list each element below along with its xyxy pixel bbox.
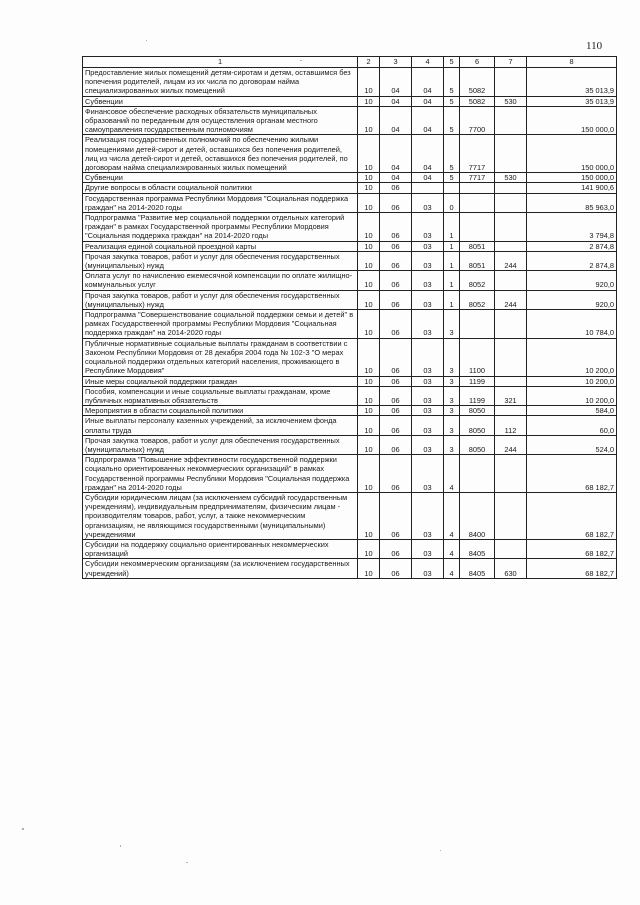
table-body [83,68,617,579]
row-name-cell: Предоставление жилых помещений детям-сиротам и детям, оставшимся без попечения родителей, лицам из их числа по договорам найма специализированных жилых помещений [83,68,358,97]
row-code-cell-c2: 10 [358,559,380,578]
row-code-cell-c5: 0 [444,193,460,212]
scan-speck [22,828,24,830]
row-code-cell-c2: 10 [358,416,380,435]
row-code-cell-c2: 10 [358,492,380,539]
table-row [83,310,617,339]
row-code-cell-c6: 5082 [460,68,495,97]
row-code-cell-c7 [495,68,527,97]
row-amount-cell: 68 182,7 [527,492,617,539]
row-amount-cell: 2 874,8 [527,241,617,251]
row-code-cell-c6: 7700 [460,106,495,135]
row-amount-cell: 85 963,0 [527,193,617,212]
row-code-cell-c4: 03 [412,338,444,376]
row-code-cell-c6: 5082 [460,96,495,106]
column-header: 8 [527,57,617,68]
row-name-cell: Подпрограмма "Повышение эффективности государственной поддержки социально ориентированных некоммерческих организаций" в рамках Государственной программы Республики Мордовия "Социальная поддержка граждан" на 2014-2020 годы [83,455,358,493]
row-code-cell-c5: 3 [444,416,460,435]
table-row [83,559,617,578]
table-row [83,338,617,376]
row-code-cell-c2: 10 [358,406,380,416]
row-code-cell-c7 [495,106,527,135]
table-row [83,455,617,493]
row-code-cell-c2: 10 [358,539,380,558]
row-code-cell-c6: 8405 [460,559,495,578]
row-code-cell-c6: 7717 [460,173,495,183]
row-code-cell-c5: 1 [444,241,460,251]
row-code-cell-c3: 06 [380,376,412,386]
row-code-cell-c7 [495,135,527,173]
row-code-cell-c6: 1199 [460,386,495,405]
row-code-cell-c4 [412,183,444,193]
row-code-cell-c5: 1 [444,213,460,242]
row-code-cell-c5 [444,183,460,193]
row-name-cell: Субсидии некоммерческим организациям (за исключением государственных учреждений) [83,559,358,578]
row-code-cell-c5: 3 [444,310,460,339]
row-code-cell-c2: 10 [358,173,380,183]
row-code-cell-c4: 03 [412,406,444,416]
row-name-cell: Пособия, компенсации и иные социальные выплаты гражданам, кроме публичных нормативных обязательств [83,386,358,405]
row-name-cell: Реализация государственных полномочий по обеспечению жилыми помещениями детей-сирот и детей, оставшихся без попечения родителей, лиц из числа детей-сирот и детей, оставшихся без попечения родителей, по договорам найма специализированных жилых помещений [83,135,358,173]
scan-speck [186,862,188,863]
row-code-cell-c3: 06 [380,416,412,435]
row-amount-cell: 68 182,7 [527,455,617,493]
row-code-cell-c4: 04 [412,68,444,97]
row-code-cell-c2: 10 [358,386,380,405]
column-header: 2 [358,57,380,68]
row-code-cell-c3: 06 [380,213,412,242]
row-code-cell-c7: 244 [495,435,527,454]
row-code-cell-c5: 3 [444,435,460,454]
row-code-cell-c3: 04 [380,106,412,135]
row-amount-cell: 10 200,0 [527,386,617,405]
row-code-cell-c4: 03 [412,559,444,578]
row-code-cell-c3: 04 [380,96,412,106]
row-code-cell-c5: 1 [444,251,460,270]
row-name-cell: Подпрограмма "Совершенствование социальной поддержки семьи и детей" в рамках Государственной программы Республики Мордовия "Социальная поддержка граждан" на 2014-2020 годы [83,310,358,339]
row-code-cell-c6: 8405 [460,539,495,558]
row-code-cell-c2: 10 [358,193,380,212]
row-code-cell-c2: 10 [358,96,380,106]
row-code-cell-c4: 03 [412,386,444,405]
row-amount-cell: 35 013,9 [527,68,617,97]
row-code-cell-c2: 10 [358,106,380,135]
table-row [83,193,617,212]
row-code-cell-c6: 8050 [460,435,495,454]
row-code-cell-c3: 06 [380,338,412,376]
row-name-cell: Мероприятия в области социальной политики [83,406,358,416]
row-code-cell-c7 [495,310,527,339]
row-code-cell-c3: 06 [380,406,412,416]
row-name-cell: Субсидии на поддержку социально ориентированных некоммерческих организаций [83,539,358,558]
row-code-cell-c6: 1100 [460,338,495,376]
row-code-cell-c7 [495,241,527,251]
row-amount-cell: 920,0 [527,271,617,290]
table-row [83,290,617,309]
table-row [83,416,617,435]
row-code-cell-c2: 10 [358,338,380,376]
row-name-cell: Иные меры социальной поддержки граждан [83,376,358,386]
row-code-cell-c5: 3 [444,406,460,416]
row-code-cell-c4: 03 [412,310,444,339]
row-amount-cell: 524,0 [527,435,617,454]
row-code-cell-c2: 10 [358,310,380,339]
row-amount-cell: 150 000,0 [527,106,617,135]
row-code-cell-c4: 03 [412,290,444,309]
row-code-cell-c4: 03 [412,539,444,558]
row-amount-cell: 10 200,0 [527,376,617,386]
row-code-cell-c4: 03 [412,455,444,493]
row-code-cell-c5: 4 [444,455,460,493]
row-code-cell-c5: 4 [444,492,460,539]
row-code-cell-c3: 06 [380,290,412,309]
row-code-cell-c2: 10 [358,183,380,193]
row-code-cell-c7 [495,213,527,242]
row-name-cell: Субвенции [83,173,358,183]
table-row [83,213,617,242]
row-code-cell-c3: 06 [380,241,412,251]
row-name-cell: Прочая закупка товаров, работ и услуг для обеспечения государственных (муниципальных) нужд [83,251,358,270]
row-code-cell-c5: 5 [444,68,460,97]
row-code-cell-c7: 530 [495,173,527,183]
row-name-cell: Прочая закупка товаров, работ и услуг для обеспечения государственных (муниципальных) нужд [83,290,358,309]
row-name-cell: Иные выплаты персоналу казенных учреждений, за исключением фонда оплаты труда [83,416,358,435]
row-code-cell-c3: 04 [380,68,412,97]
table-row [83,492,617,539]
row-name-cell: Финансовое обеспечение расходных обязательств муниципальных образований по переданным для осуществления органам местного самоуправления государственным полномочиям [83,106,358,135]
row-code-cell-c5: 1 [444,271,460,290]
row-code-cell-c2: 10 [358,435,380,454]
column-header: 3 [380,57,412,68]
row-amount-cell: 584,0 [527,406,617,416]
row-code-cell-c4: 04 [412,135,444,173]
row-code-cell-c7 [495,193,527,212]
row-code-cell-c3: 06 [380,310,412,339]
row-amount-cell: 10 200,0 [527,338,617,376]
table-header-row [83,57,617,68]
scan-speck [146,40,147,41]
row-amount-cell: 150 000,0 [527,173,617,183]
column-header: 7 [495,57,527,68]
row-code-cell-c3: 06 [380,559,412,578]
row-code-cell-c3: 04 [380,173,412,183]
row-code-cell-c3: 06 [380,193,412,212]
table-row [83,183,617,193]
row-code-cell-c7 [495,338,527,376]
table-row [83,376,617,386]
column-header: 5 [444,57,460,68]
row-code-cell-c3: 06 [380,183,412,193]
row-code-cell-c3: 06 [380,539,412,558]
table-row [83,251,617,270]
page-number: 110 [586,40,603,52]
table-row [83,406,617,416]
scan-speck [300,60,302,61]
row-code-cell-c4: 03 [412,416,444,435]
row-code-cell-c2: 10 [358,271,380,290]
table-row [83,135,617,173]
row-code-cell-c6 [460,310,495,339]
row-code-cell-c7: 630 [495,559,527,578]
row-amount-cell: 2 874,8 [527,251,617,270]
table-row [83,386,617,405]
row-name-cell: Субсидии юридическим лицам (за исключением субсидий государственным учреждениям), индивидуальным предпринимателям, физическим лицам - производителям товаров, работ, услуг, а также некоммерческим организациям, не являющимся государственными (муниципальными) учреждениями [83,492,358,539]
row-code-cell-c4: 03 [412,376,444,386]
row-code-cell-c5: 1 [444,290,460,309]
table-row [83,173,617,183]
row-amount-cell: 35 013,9 [527,96,617,106]
row-code-cell-c2: 10 [358,376,380,386]
row-code-cell-c3: 06 [380,435,412,454]
row-code-cell-c2: 10 [358,68,380,97]
row-code-cell-c6: 8400 [460,492,495,539]
row-code-cell-c6: 8052 [460,271,495,290]
row-code-cell-c4: 03 [412,213,444,242]
row-amount-cell: 60,0 [527,416,617,435]
row-code-cell-c5: 5 [444,96,460,106]
row-code-cell-c6: 8050 [460,416,495,435]
row-code-cell-c6 [460,455,495,493]
row-code-cell-c7 [495,492,527,539]
row-code-cell-c4: 03 [412,251,444,270]
row-code-cell-c2: 10 [358,251,380,270]
table-row [83,96,617,106]
row-code-cell-c4: 03 [412,241,444,251]
row-code-cell-c4: 04 [412,106,444,135]
row-name-cell: Другие вопросы в области социальной политики [83,183,358,193]
row-name-cell: Прочая закупка товаров, работ и услуг для обеспечения государственных (муниципальных) нужд [83,435,358,454]
row-code-cell-c7 [495,271,527,290]
row-code-cell-c3: 04 [380,135,412,173]
row-code-cell-c5: 3 [444,386,460,405]
row-code-cell-c5: 4 [444,539,460,558]
row-code-cell-c2: 10 [358,135,380,173]
row-code-cell-c6: 8051 [460,241,495,251]
row-code-cell-c3: 06 [380,386,412,405]
row-amount-cell: 3 794,8 [527,213,617,242]
column-header: 1 [83,57,358,68]
row-code-cell-c6: 8052 [460,290,495,309]
row-amount-cell: 68 182,7 [527,559,617,578]
row-code-cell-c3: 06 [380,455,412,493]
row-code-cell-c4: 04 [412,173,444,183]
row-code-cell-c3: 06 [380,492,412,539]
table-row [83,539,617,558]
row-code-cell-c5: 3 [444,338,460,376]
row-name-cell: Подпрограмма "Развитие мер социальной поддержки отдельных категорий граждан" в рамках Государственной программы Республики Мордовия "Социальная поддержка граждан" на 2014-2020 годы [83,213,358,242]
row-code-cell-c7 [495,406,527,416]
row-code-cell-c4: 03 [412,492,444,539]
row-code-cell-c5: 5 [444,106,460,135]
table-row [83,241,617,251]
row-code-cell-c6 [460,183,495,193]
scan-speck [120,845,121,847]
row-code-cell-c6: 8051 [460,251,495,270]
row-code-cell-c3: 06 [380,271,412,290]
row-code-cell-c2: 10 [358,455,380,493]
row-name-cell: Оплата услуг по начислению ежемесячной компенсации по оплате жилищно-коммунальных услуг [83,271,358,290]
table-row [83,68,617,97]
table-row [83,271,617,290]
row-code-cell-c4: 03 [412,271,444,290]
row-code-cell-c7: 530 [495,96,527,106]
row-code-cell-c2: 10 [358,241,380,251]
row-code-cell-c5: 4 [444,559,460,578]
row-code-cell-c2: 10 [358,213,380,242]
row-name-cell: Реализация единой социальной проездной карты [83,241,358,251]
column-header: 6 [460,57,495,68]
row-name-cell: Публичные нормативные социальные выплаты гражданам в соответствии с Законом Республики Мордовия от 28 декабря 2004 года № 102-З "О мерах социальной поддержки отдельных категорий населения, проживающего в Республике Мордовия" [83,338,358,376]
row-name-cell: Государственная программа Республики Мордовия "Социальная поддержка граждан" на 2014-2020 годы [83,193,358,212]
row-code-cell-c7 [495,539,527,558]
table-row [83,106,617,135]
row-code-cell-c5: 3 [444,376,460,386]
row-amount-cell: 10 784,0 [527,310,617,339]
row-code-cell-c6 [460,193,495,212]
row-amount-cell: 68 182,7 [527,539,617,558]
row-code-cell-c3: 06 [380,251,412,270]
table-row [83,435,617,454]
row-code-cell-c7 [495,376,527,386]
row-code-cell-c5: 5 [444,135,460,173]
row-code-cell-c6: 7717 [460,135,495,173]
row-code-cell-c2: 10 [358,290,380,309]
row-amount-cell: 150 000,0 [527,135,617,173]
budget-table [82,56,617,579]
row-code-cell-c7: 321 [495,386,527,405]
row-code-cell-c4: 03 [412,435,444,454]
row-code-cell-c7: 244 [495,290,527,309]
row-code-cell-c7: 112 [495,416,527,435]
row-amount-cell: 141 900,6 [527,183,617,193]
row-amount-cell: 920,0 [527,290,617,309]
row-code-cell-c4: 04 [412,96,444,106]
row-code-cell-c6: 1199 [460,376,495,386]
scan-speck [440,850,441,851]
row-code-cell-c5: 5 [444,173,460,183]
row-name-cell: Субвенции [83,96,358,106]
row-code-cell-c7 [495,183,527,193]
row-code-cell-c6: 8050 [460,406,495,416]
column-header: 4 [412,57,444,68]
row-code-cell-c6 [460,213,495,242]
row-code-cell-c7: 244 [495,251,527,270]
row-code-cell-c7 [495,455,527,493]
row-code-cell-c4: 03 [412,193,444,212]
